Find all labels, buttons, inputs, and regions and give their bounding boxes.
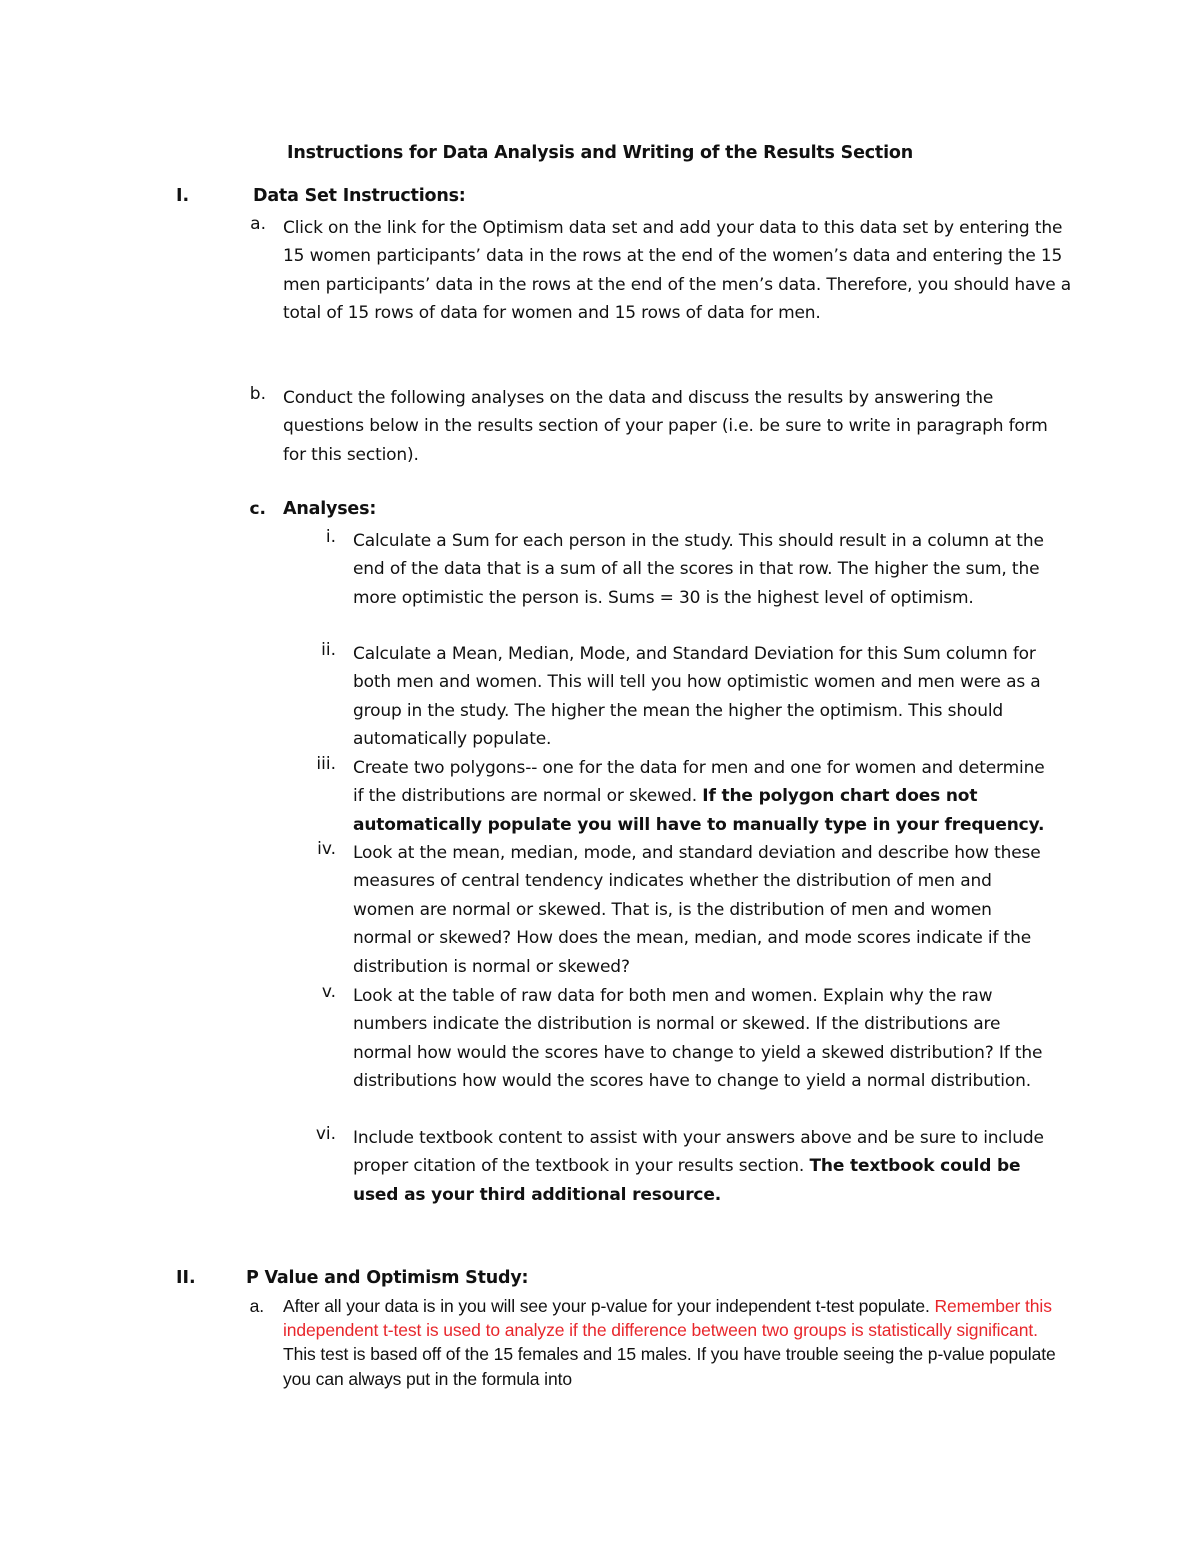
analysis-ii-marker: ii. <box>321 640 336 660</box>
analysis-vi-paragraph <box>353 1124 1053 1209</box>
pvalue-text-start: After all your data is in you will see your p-value for your independent t-test populate. <box>283 1296 930 1316</box>
item-c-marker: c. <box>249 499 266 519</box>
analysis-v-text: Look at the table of raw data for both men and women. Explain why the raw numbers indicate the distribution is normal or skewed. If the distributions are normal how would the scores have to change to yield a skewed distribution? If the distributions how would the scores have to change to yield a normal distribution. <box>353 986 1043 1092</box>
analysis-iii-marker: iii. <box>316 754 336 774</box>
item-a-text: Click on the link for the Optimism data set and add your data to this data set by entering the 15 women participants’ data in the rows at the end of the women’s data and entering the 15 men participants’ data in the rows at the end of the men’s data. Therefore, you should have a total of 15 rows of data for women and 15 rows of data for men. <box>283 218 1072 324</box>
section-2-number: II. <box>176 1268 196 1288</box>
item-b-marker: b. <box>249 384 266 404</box>
document-title: Instructions for Data Analysis and Writing of the Results Section <box>287 143 913 163</box>
analysis-iv-text: Look at the mean, median, mode, and standard deviation and describe how these measures of central tendency indicates whether the distribution of men and women are normal or skewed. That is, is the distribution of men and women normal or skewed? How does the mean, median, and mode scores indicate if the distribution is normal or skewed? <box>353 843 1041 977</box>
analysis-iii-paragraph <box>353 754 1053 839</box>
section-1-number: I. <box>176 186 190 206</box>
analysis-iv-marker: iv. <box>317 839 336 859</box>
analysis-vi-marker: vi. <box>315 1124 336 1144</box>
item-a-marker: a. <box>250 214 266 234</box>
analysis-v-marker: v. <box>321 982 336 1002</box>
pvalue-red-text: Remember this independent t-test is used to analyze if the difference between two groups is statistically significant. <box>283 1296 1052 1341</box>
analysis-i-marker: i. <box>325 527 336 547</box>
section-2-heading: P Value and Optimism Study: <box>246 1268 529 1288</box>
item-b-text: Conduct the following analyses on the data and discuss the results by answering the questions below in the results section of your paper (i.e. be sure to write in paragraph form for this section). <box>283 388 1048 465</box>
analysis-iii-text: Create two polygons-- one for the data for men and one for women and determine if the distributions are normal or skewed. <box>353 758 1045 807</box>
analysis-ii-text: Calculate a Mean, Median, Mode, and Standard Deviation for this Sum column for both men and women. This will tell you how optimistic women and men were as a group in the study. The higher the mean the higher the optimism. This should automatically populate. <box>353 644 1041 750</box>
analysis-vi-text: Include textbook content to assist with your answers above and be sure to include proper citation of the textbook in your results section. <box>353 1128 1044 1177</box>
section-2-item-a-paragraph <box>283 1294 1063 1391</box>
section-1-heading: Data Set Instructions: <box>253 186 466 206</box>
analysis-vi-bold-text: The textbook could be used as your third additional resource. <box>353 1156 1021 1205</box>
analysis-i-text: Calculate a Sum for each person in the study. This should result in a column at the end of the data that is a sum of all the scores in that row. The higher the sum, the more optimistic the person is. Sums = 30 is the highest level of optimism. <box>353 531 1044 608</box>
analysis-iii-bold-text: If the polygon chart does not automatically populate you will have to manually type in your frequency. <box>353 786 1045 835</box>
pvalue-text-end: This test is based off of the 15 females and 15 males. If you have trouble seeing the p-value populate you can always put in the formula into <box>283 1344 1056 1389</box>
analyses-heading: Analyses: <box>283 499 377 519</box>
section-2-item-a-marker: a. <box>249 1296 264 1316</box>
